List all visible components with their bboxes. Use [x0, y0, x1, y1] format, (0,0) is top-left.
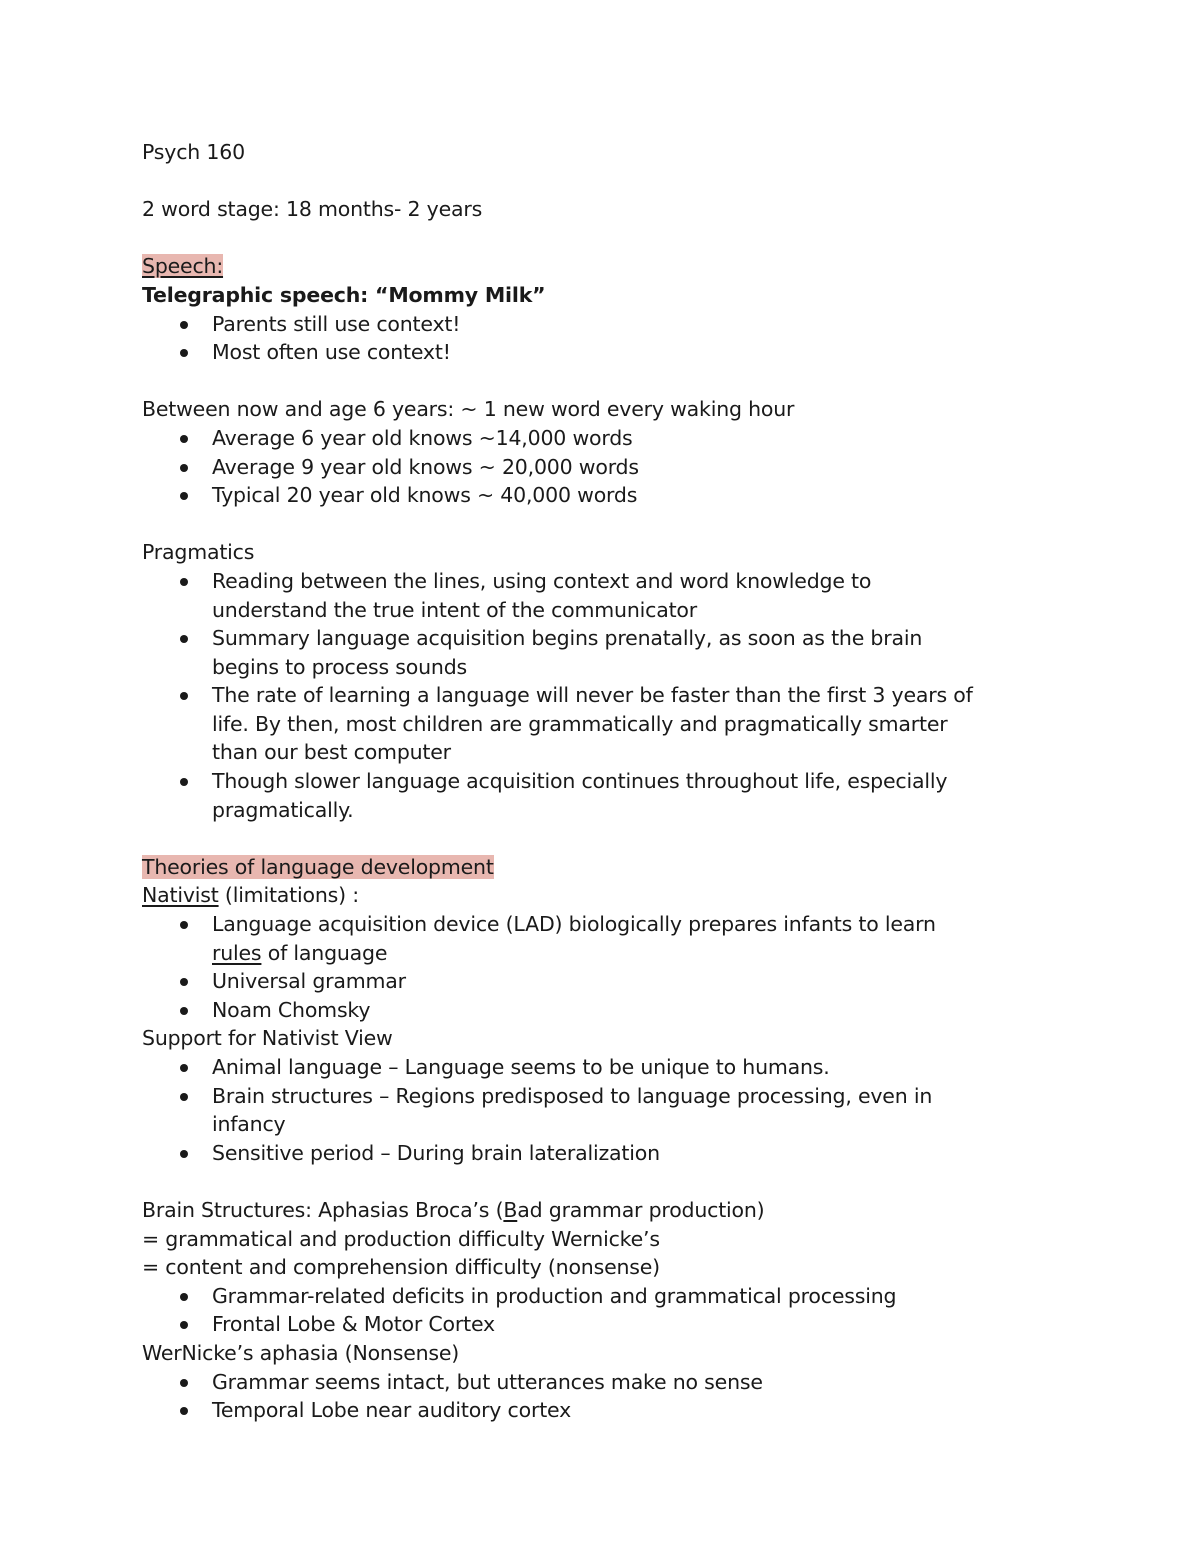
list-item-line: understand the true intent of the communicator — [212, 597, 697, 622]
two-word-stage: 2 word stage: 18 months- 2 years — [142, 197, 483, 222]
broca-definition: = grammatical and production difficulty Wernicke’s — [142, 1226, 660, 1251]
list-item: Typical 20 year old knows ~ 40,000 words — [212, 481, 1072, 510]
support-bullets — [142, 1053, 1072, 1167]
list-item: Grammar-related deficits in production and grammatical processing — [212, 1282, 1072, 1311]
rules-word: rules — [212, 940, 262, 965]
speech-heading: Speech: — [142, 254, 224, 279]
list-item: Parents still use context! — [212, 310, 1072, 339]
brain-b-letter: B — [503, 1197, 518, 1222]
list-item — [212, 1082, 1072, 1139]
wernicke-definition: = content and comprehension difficulty (nonsense) — [142, 1255, 660, 1280]
vocabulary-bullets — [142, 424, 1072, 510]
list-item — [212, 910, 1072, 967]
course-title: Psych 160 — [142, 140, 245, 164]
nativist-heading — [142, 881, 1072, 910]
list-item — [212, 624, 1072, 681]
spacer — [142, 224, 1072, 253]
pragmatics-heading: Pragmatics — [142, 540, 255, 565]
brain-structures-line — [142, 1196, 1072, 1225]
list-item — [212, 1139, 1072, 1168]
list-item: Grammar seems intact, but utterances make no sense — [212, 1368, 1072, 1397]
wernicke-heading: WerNicke’s aphasia (Nonsense) — [142, 1340, 460, 1365]
rules-rest: of language — [261, 940, 388, 965]
list-item: Average 9 year old knows ~ 20,000 words — [212, 453, 1072, 482]
telegraphic-speech: Telegraphic speech: “Mommy Milk” — [142, 282, 546, 307]
list-item-line: than our best computer — [212, 740, 451, 765]
list-item: Universal grammar — [212, 967, 1072, 996]
spacer — [142, 510, 1072, 539]
theories-heading: Theories of language development — [142, 854, 494, 879]
spacer — [142, 367, 1072, 396]
document-page — [142, 138, 1072, 1425]
list-item-line — [212, 939, 1072, 968]
spacer — [142, 1167, 1072, 1196]
list-item: Most often use context! — [212, 338, 1072, 367]
brain-prefix: Brain Structures: Aphasias Broca’s ( — [142, 1197, 504, 1222]
list-item-line: begins to process sounds — [212, 654, 468, 679]
list-item-line: Sensitive period – During brain lateralization — [212, 1140, 660, 1165]
list-item-line: infancy — [212, 1112, 286, 1137]
list-item — [212, 567, 1072, 624]
speech-bullets — [142, 310, 1072, 367]
list-item-line: Summary language acquisition begins prenatally, as soon as the brain — [212, 626, 923, 651]
nativist-label: Nativist — [142, 883, 219, 908]
broca-bullets — [142, 1282, 1072, 1339]
list-item — [212, 681, 1072, 767]
list-item-line: Reading between the lines, using context and word knowledge to — [212, 568, 872, 593]
list-item — [212, 1053, 1072, 1082]
brain-suffix: ad grammar production) — [517, 1197, 765, 1222]
list-item-line: The rate of learning a language will never be faster than the first 3 years of — [212, 683, 973, 708]
list-item-line: pragmatically. — [212, 797, 354, 822]
list-item-line: Though slower language acquisition continues throughout life, especially — [212, 769, 948, 794]
list-item-line: Language acquisition device (LAD) biologically prepares infants to learn — [212, 912, 936, 937]
spacer — [142, 167, 1072, 196]
list-item — [212, 767, 1072, 824]
wernicke-bullets — [142, 1368, 1072, 1425]
support-heading: Support for Nativist View — [142, 1026, 393, 1051]
nativist-bullets — [142, 910, 1072, 1024]
vocabulary-intro: Between now and age 6 years: ~ 1 new word every waking hour — [142, 397, 795, 422]
nativist-suffix: (limitations) : — [218, 883, 359, 908]
list-item-line: life. By then, most children are grammatically and pragmatically smarter — [212, 711, 948, 736]
list-item-line: Brain structures – Regions predisposed to language processing, even in — [212, 1083, 933, 1108]
list-item: Average 6 year old knows ~14,000 words — [212, 424, 1072, 453]
list-item: Frontal Lobe & Motor Cortex — [212, 1310, 1072, 1339]
list-item: Noam Chomsky — [212, 996, 1072, 1025]
spacer — [142, 824, 1072, 853]
list-item: Temporal Lobe near auditory cortex — [212, 1396, 1072, 1425]
list-item-line: Animal language – Language seems to be unique to humans. — [212, 1055, 830, 1079]
theories-heading-line — [142, 853, 1072, 882]
pragmatics-bullets — [142, 567, 1072, 824]
speech-heading-line — [142, 252, 1072, 281]
